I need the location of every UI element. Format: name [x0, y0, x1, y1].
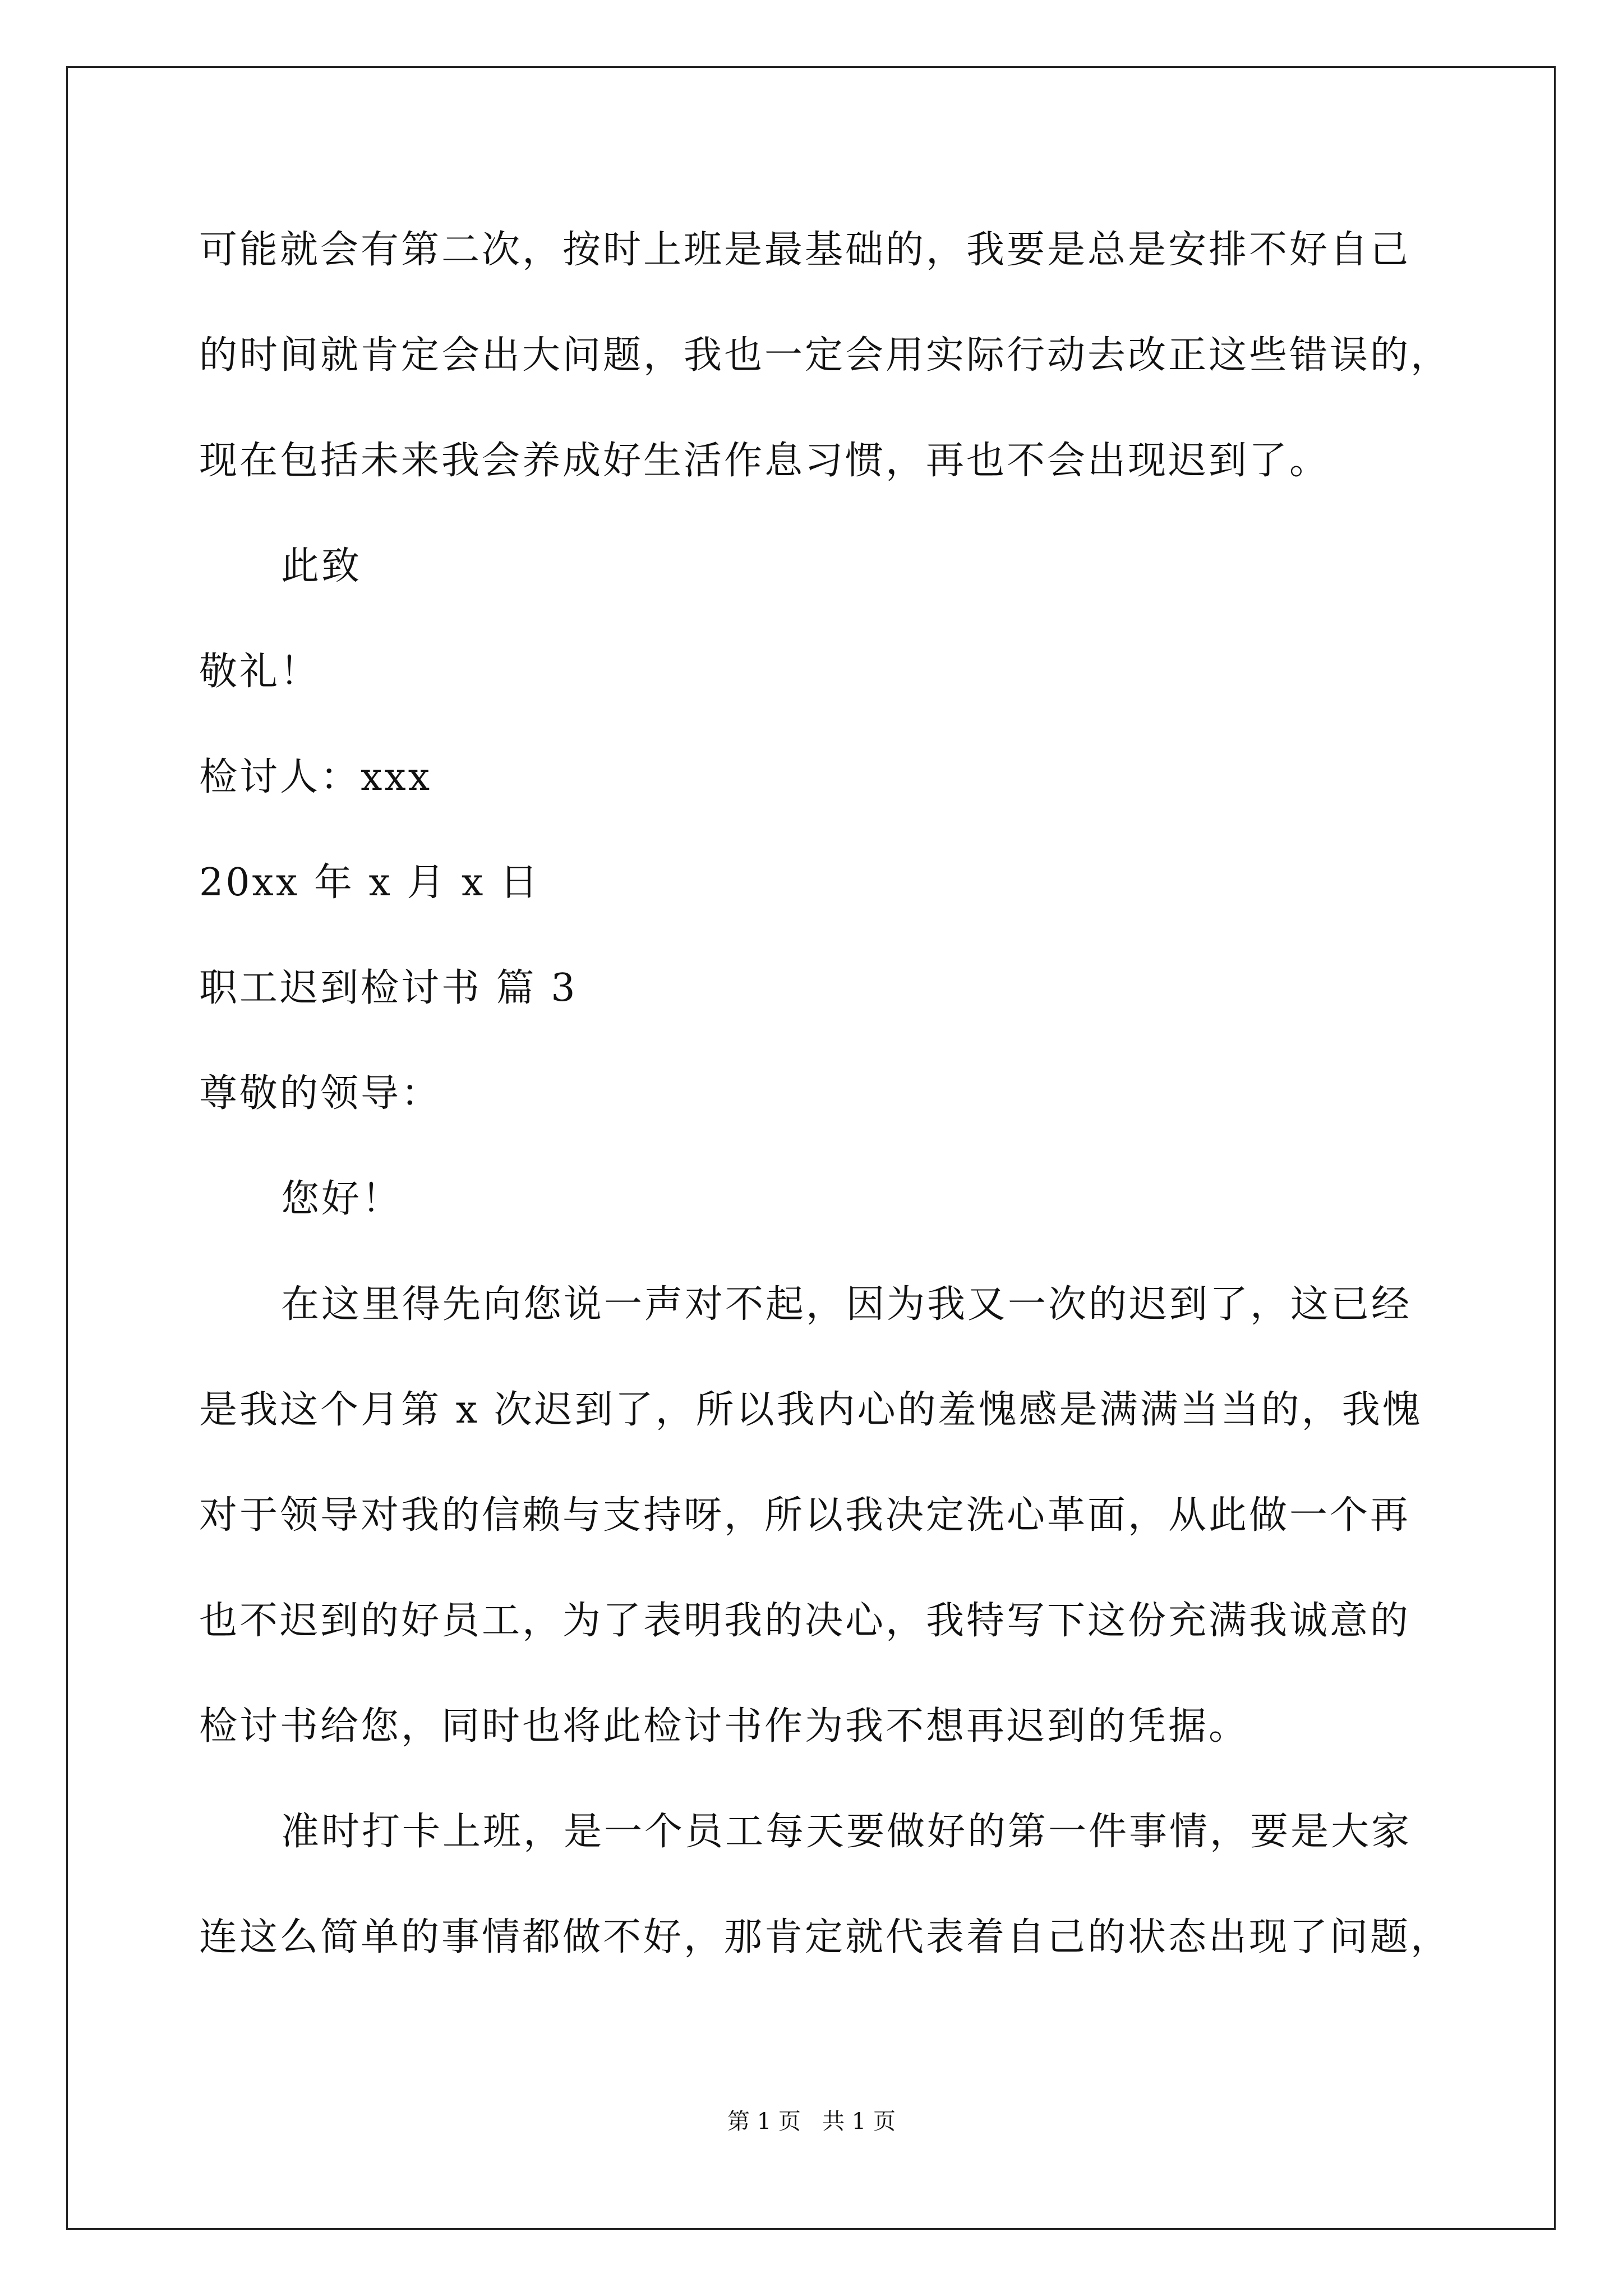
document-body	[199, 197, 1451, 1990]
greeting-recipient: 尊敬的领导：	[199, 1071, 442, 1116]
text-line: 也不迟到的好员工，为了表明我的决心，我特写下这份充满我诚意的	[199, 1599, 1411, 1643]
text-line: 检讨书给您，同时也将此检讨书作为我不想再迟到的凭据。	[199, 1704, 1249, 1749]
text-line: 可能就会有第二次，按时上班是最基础的，我要是总是安排不好自己	[199, 228, 1411, 272]
text-line: 对于领导对我的信赖与支持呀，所以我决定洗心革面，从此做一个再	[199, 1493, 1411, 1538]
text-line: 的时间就肯定会出大问题，我也一定会用实际行动去改正这些错误的，	[199, 333, 1451, 378]
text-line: 现在包括未来我会养成好生活作息习惯，再也不会出现迟到了。	[199, 439, 1330, 483]
closing-regards: 敬礼！	[199, 650, 321, 694]
text-line: 在这里得先向您说一声对不起，因为我又一次的迟到了，这已经	[281, 1282, 1412, 1327]
text-line: 准时打卡上班，是一个员工每天要做好的第一件事情，要是大家	[281, 1810, 1412, 1854]
section-heading: 职工迟到检讨书 篇 3	[199, 966, 578, 1010]
closing-salutation: 此致	[281, 544, 362, 588]
page-footer: 第 1 页 共 1 页	[727, 2109, 896, 2134]
signature-line: 检讨人：xxx	[199, 755, 432, 799]
greeting: 您好！	[281, 1177, 403, 1221]
date-line: 20xx 年 x 月 x 日	[199, 861, 541, 905]
text-line: 连这么简单的事情都做不好，那肯定就代表着自己的状态出现了问题，	[199, 1915, 1451, 1959]
text-line: 是我这个月第 x 次迟到了，所以我内心的羞愧感是满满当当的，我愧	[199, 1388, 1423, 1432]
